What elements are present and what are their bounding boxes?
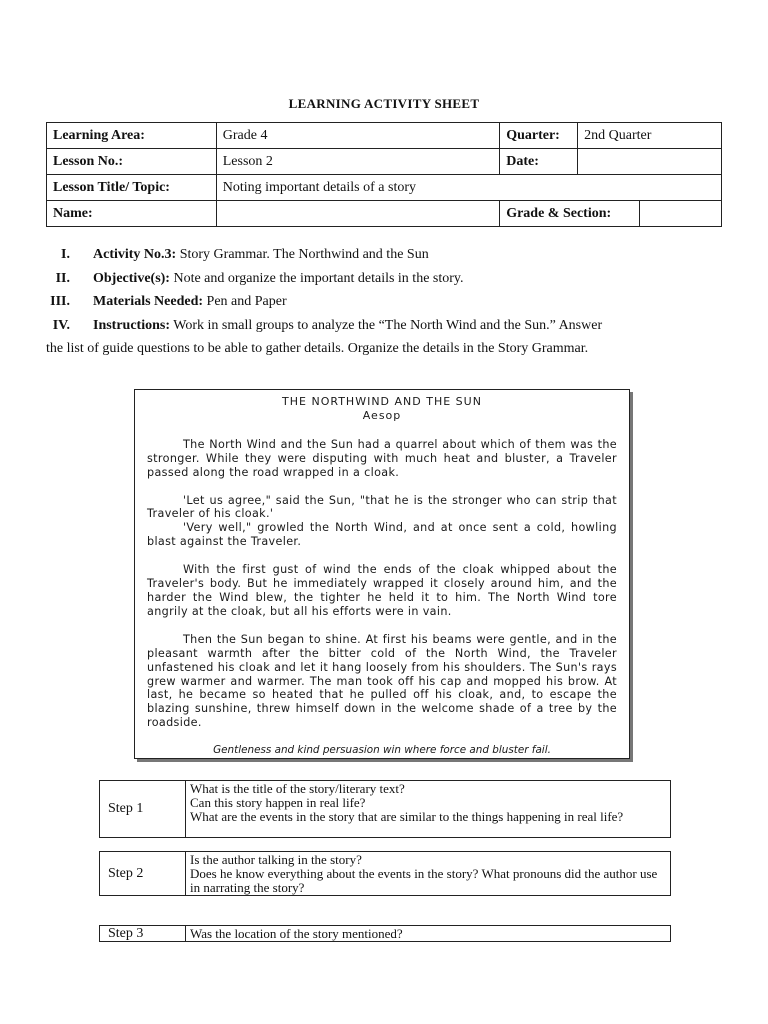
story-paragraph: The North Wind and the Sun had a quarrel about which of them was the stronger. While they were disputing with much heat and bluster, a Traveler passed along the road wrapped in a cloak. bbox=[147, 437, 617, 479]
quarter-value[interactable]: 2nd Quarter bbox=[578, 123, 722, 149]
table-row bbox=[47, 175, 722, 201]
section-label: Materials Needed: bbox=[93, 294, 204, 309]
section-materials bbox=[46, 290, 726, 314]
section-label: Activity No.3: bbox=[93, 247, 177, 262]
section-text-continuation: the list of guide questions to be able to gather details. Organize the details in the Story Grammar. bbox=[46, 341, 589, 356]
step-label: Step 2 bbox=[100, 852, 186, 895]
lesson-title-label: Lesson Title/ Topic: bbox=[47, 175, 217, 201]
guide-question: Does he know everything about the events in the story? What pronouns did the author use in narrating the story? bbox=[190, 866, 658, 895]
story-paragraph: With the first gust of wind the ends of the cloak whipped about the Traveler's body. But he immediately wrapped it closely around him, and the harder the Wind blew, the tighter he held it to him. The North Wind tore angrily at the cloak, but all his efforts were in vain. bbox=[147, 563, 617, 618]
name-field[interactable] bbox=[216, 201, 499, 227]
learning-area-value[interactable]: Grade 4 bbox=[216, 123, 499, 149]
grade-section-label: Grade & Section: bbox=[500, 201, 640, 227]
guide-question: Can this story happen in real life? bbox=[190, 795, 366, 810]
step-1-box bbox=[99, 780, 671, 838]
section-number: II. bbox=[55, 270, 70, 286]
guide-question: Was the location of the story mentioned? bbox=[190, 926, 403, 941]
step-2-box bbox=[99, 851, 671, 896]
table-row bbox=[47, 201, 722, 227]
table-row bbox=[47, 123, 722, 149]
guide-question: Is the author talking in the story? bbox=[190, 852, 362, 867]
story-paragraph: 'Very well," growled the North Wind, and at once sent a cold, howling blast against the Traveler. bbox=[147, 521, 617, 549]
section-label: Objective(s): bbox=[93, 270, 170, 286]
section-text: Story Grammar. The Northwind and the Sun bbox=[176, 247, 429, 262]
lesson-no-value[interactable]: Lesson 2 bbox=[216, 149, 499, 175]
step-label: Step 3 bbox=[100, 926, 186, 941]
lesson-title-value[interactable]: Noting important details of a story bbox=[216, 175, 721, 201]
section-number: IV. bbox=[52, 317, 70, 333]
section-number: I. bbox=[61, 247, 70, 262]
date-field[interactable] bbox=[578, 149, 722, 175]
story-paragraph: 'Let us agree," said the Sun, "that he is the stronger who can strip that Traveler of his cloak.' bbox=[147, 493, 617, 521]
step-label: Step 1 bbox=[100, 781, 186, 837]
story-title: THE NORTHWIND AND THE SUN bbox=[282, 395, 482, 408]
story-author: Aesop bbox=[362, 408, 402, 422]
date-label: Date: bbox=[500, 149, 578, 175]
section-instructions bbox=[46, 314, 726, 361]
section-label: Instructions: bbox=[93, 317, 171, 333]
guide-question: What are the events in the story that are similar to the things happening in real life? bbox=[190, 809, 624, 824]
page-title: LEARNING ACTIVITY SHEET bbox=[288, 96, 480, 111]
step-3-box bbox=[99, 925, 671, 942]
section-text: Note and organize the important details in the story. bbox=[169, 270, 464, 286]
section-activity bbox=[46, 243, 726, 267]
section-text: Pen and Paper bbox=[203, 294, 287, 309]
story-box bbox=[134, 389, 630, 759]
learning-area-label: Learning Area: bbox=[47, 123, 217, 149]
table-row bbox=[47, 149, 722, 175]
section-text: Work in small groups to analyze the “The North Wind and the Sun.” Answer bbox=[170, 317, 603, 333]
story-moral: Gentleness and kind persuasion win where force and bluster fail. bbox=[213, 744, 551, 757]
name-label: Name: bbox=[47, 201, 217, 227]
guide-question: What is the title of the story/literary text? bbox=[190, 781, 405, 796]
story-paragraph: Then the Sun began to shine. At first his beams were gentle, and in the pleasant warmth after the bitter cold of the North Wind, the Traveler unfastened his cloak and let it hang loosely from his shoulders. The Sun's rays grew warmer and warmer. The man took off his cap and mopped his brow. At last, he became so heated that he pulled off his cloak, and, to escape the blazing sunshine, threw himself down in the welcome shade of a tree by the roadside. bbox=[147, 632, 617, 730]
quarter-label: Quarter: bbox=[500, 123, 578, 149]
activity-sections bbox=[46, 243, 726, 361]
section-number: III. bbox=[50, 294, 70, 309]
lesson-no-label: Lesson No.: bbox=[47, 149, 217, 175]
info-table bbox=[46, 122, 722, 227]
section-objectives bbox=[46, 267, 726, 291]
grade-section-field[interactable] bbox=[640, 201, 722, 227]
